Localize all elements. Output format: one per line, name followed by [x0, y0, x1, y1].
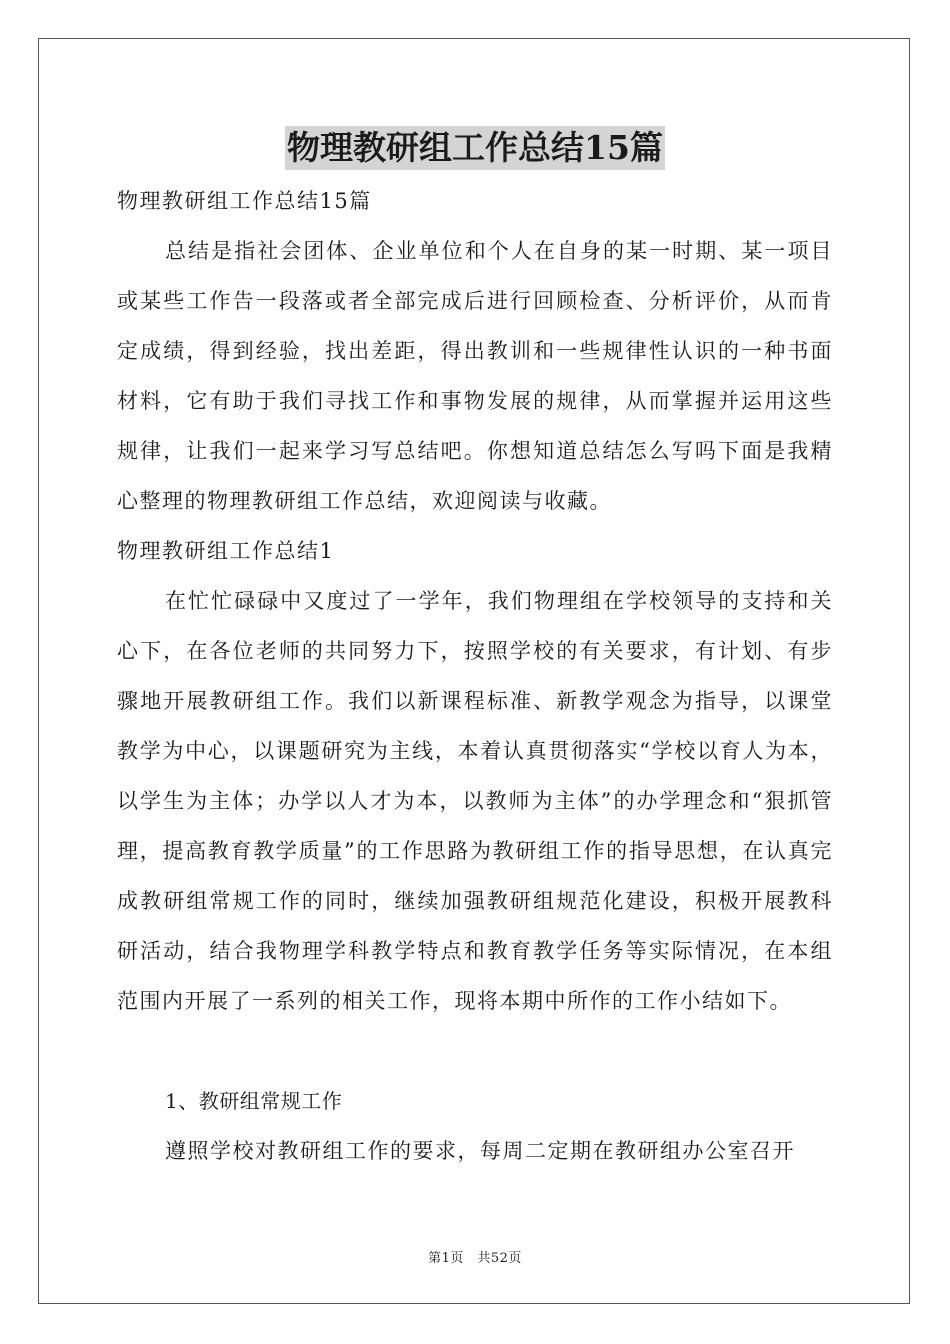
section-heading: 物理教研组工作总结1: [117, 539, 335, 563]
item-paragraph: 遵照学校对教研组工作的要求，每周二定期在教研组办公室召开: [165, 1139, 795, 1163]
page-number-footer: 第1页 共52页: [428, 1251, 522, 1266]
item-heading: 1、教研组常规工作: [165, 1089, 343, 1113]
document-title-text: 物理教研组工作总结15篇: [285, 126, 665, 170]
document-subtitle: 物理教研组工作总结15篇: [117, 189, 372, 213]
document-title: [0, 126, 950, 170]
section-paragraph: 在忙忙碌碌中又度过了一学年，我们物理组在学校领导的支持和关心下，在各位老师的共同努力下，按照学校的有关要求，有计划、有步骤地开展教研组工作。我们以新课程标准、新教学观念为指导，以课堂教学为中心，以课题研究为主线，本着认真贯彻落实“学校以育人为本，以学生为主体；办学以人才为本，以教师为主体”的办学理念和“狠抓管理，提高教育教学质量”的工作思路为教研组工作的指导思想，在认真完成教研组常规工作的同时，继续加强教研组规范化建设，积极开展教科研活动，结合我物理学科教学特点和教育教学任务等实际情况，在本组范围内开展了一系列的相关工作，现将本期中所作的工作小结如下。: [117, 589, 833, 1013]
intro-paragraph: 总结是指社会团体、企业单位和个人在自身的某一时期、某一项目或某些工作告一段落或者全部完成后进行回顾检查、分析评价，从而肯定成绩，得到经验，找出差距，得出教训和一些规律性认识的一种书面材料，它有助于我们寻找工作和事物发展的规律，从而掌握并运用这些规律，让我们一起来学习写总结吧。你想知道总结怎么写吗下面是我精心整理的物理教研组工作总结，欢迎阅读与收藏。: [117, 239, 833, 513]
